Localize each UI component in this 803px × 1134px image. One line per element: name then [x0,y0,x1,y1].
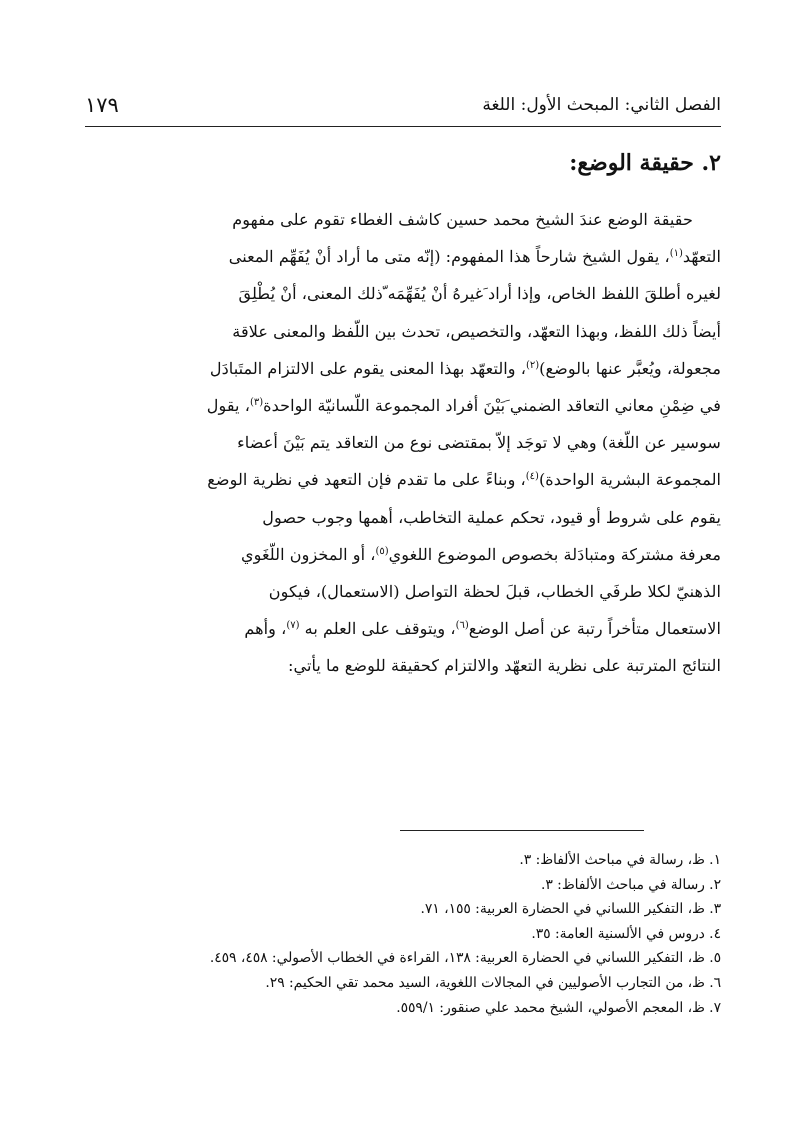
footnote-3: ٣. ظ، التفكير اللساني في الحضارة العربية: ١٥٥، ٧١. [420,901,721,918]
body-paragraph [81,201,721,684]
line-12-text: ، ويتوقف على العلم به [304,619,456,639]
body-line-1: حقيقة الوضع عندَ الشيخ محمد حسين كاشف الغطاء تقوم على مفهوم [232,210,693,229]
body-line-8 [81,461,721,498]
line-12-start: الاستعمال متأخراً رتبة عن أصل الوضع [468,619,721,639]
line-6-start: في ضِمْنِ معاني التعاقد الضمني َبَيْنَ أفراد المجموعة اللّسانيّة الواحدة [263,395,721,415]
header-divider [85,126,721,127]
body-line-2 [81,238,721,275]
body-line-7: سوسير عن اللّغة) وهي لا توجَد إلاّ بمقتضى نوع من التعاقد يتم بَيْنَ أعضاء [237,433,721,453]
page-header [85,95,721,125]
body-line-13: النتائج المترتبة على نظرية التعهّد والالتزام كحقيقة للوضع ما يأتي: [288,656,721,676]
line-2-text: ، يقول الشيخ شارحاً هذا المفهوم: (إنّه متى ما أراد أنْ يُفَهِّم المعنى [228,247,670,267]
line-6-text: ، يقول [206,395,250,415]
line-5-start: مجعولة، ويُعبَّر عنها بالوضع) [539,358,721,378]
line-5-text: ، والتعهّد بهذا المعنى يقوم على الالتزام المتَبادَل [209,358,526,378]
footnote-ref-5[interactable]: (٥) [375,545,389,557]
line-2-start: التعهّد [682,247,721,267]
body-line-3: لغيره أطلقَ اللفظ الخاص، وإذا أراد َغيرهُ أنْ يُفَهِّمَه ّذلك المعنى، أنْ يُطْلِقَ [238,284,721,304]
line-10-text: ، أو المخزون اللّغَوي [240,544,376,564]
footnotes [81,848,721,1020]
footnote-2: ٢. رسالة في مباحث الألفاظ: ٣. [540,876,721,893]
body-line-9: يقوم على شروط أو قيود، تحكم عملية التخاطب، أهمها وجوب حصول [262,507,721,527]
footnote-ref-1[interactable]: (١) [669,248,683,260]
body-line-5 [81,350,721,387]
body-line-11: الذهنيّ لكلا طرفَي الخطاب، قبلَ لحظة التواصل (الاستعمال)، فيكون [268,581,721,601]
section-heading: ٢. حقيقة الوضع: [569,150,721,176]
footnote-ref-3[interactable]: (٣) [249,396,264,408]
body-line-4: أيضاً ذلك اللفظ، وبهذا التعهّد، والتخصيص، تحدث بين اللّفظ والمعنى علاقة [232,321,721,341]
footnote-divider [400,830,644,831]
footnote-7: ٧. ظ، المعجم الأصولي، الشيخ محمد علي صنقور: ٥٥٩/١. [396,999,721,1016]
footnote-1: ١. ظ، رسالة في مباحث الألفاظ: ٣. [519,852,721,868]
footnote-5: ٥. ظ، التفكير اللساني في الحضارة العربية: ١٣٨، القراءة في الخطاب الأصولي: ٤٥٨، ٤٥٩. [209,950,721,967]
body-line-12 [81,610,721,647]
line-12-end: ، وأهم [244,619,287,639]
line-8-start: المجموعة البشرية الواحدة) [538,470,721,490]
footnote-ref-2[interactable]: (٢) [525,359,540,371]
body-line-6 [81,387,721,424]
page-number: ١٧٩ [85,93,119,117]
footnote-4: ٤. دروس في الألسنية العامة: ٣٥. [531,925,721,942]
running-title: الفصل الثاني: المبحث الأول: اللغة [482,95,721,115]
footnote-ref-4[interactable]: (٤) [525,471,539,483]
line-8-text: ، وبناءً على ما تقدم فإن التعهد في نظرية الوضع [207,470,526,490]
footnote-ref-6[interactable]: (٦) [455,620,469,632]
footnote-6: ٦. ظ، من التجارب الأصوليين في المجالات اللغوية، السيد محمد تقي الحكيم: ٢٩. [265,974,721,991]
line-10-start: معرفة مشتركة ومتبادَلة بخصوص الموضوع اللغوي [388,544,721,564]
body-line-10 [81,536,721,573]
footnote-ref-7[interactable]: (٧) [286,620,300,632]
